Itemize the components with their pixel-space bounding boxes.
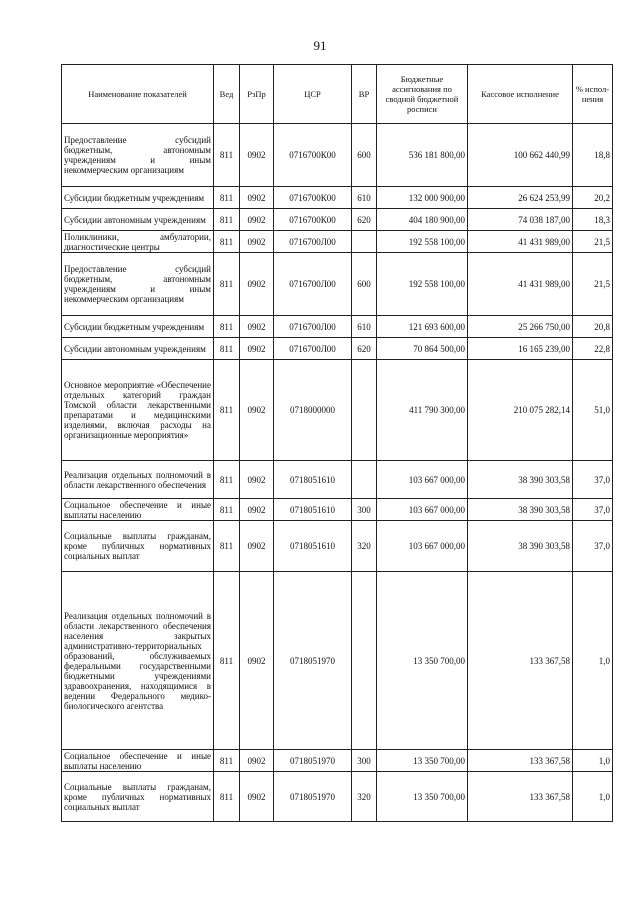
- cell-budget: 103 667 000,00: [377, 461, 468, 499]
- cell-vr: 610: [352, 187, 377, 209]
- table-header-row: [62, 65, 613, 124]
- cell-rzpr: 0902: [240, 772, 274, 822]
- cell-budget: 70 864 500,00: [377, 338, 468, 360]
- cell-name: Реализация отдельных полномочий в области лекарственного обеспечения: [62, 461, 214, 499]
- column-header-rzpr: РзПр: [240, 65, 274, 124]
- table-row: [62, 461, 613, 499]
- cell-csr: 0716700К00: [274, 124, 352, 187]
- cell-rzpr: 0902: [240, 499, 274, 521]
- cell-pct: 18,3: [573, 209, 613, 231]
- cell-ved: 811: [214, 209, 240, 231]
- cell-vr: 300: [352, 750, 377, 772]
- cell-pct: 20,8: [573, 316, 613, 338]
- cell-csr: 0716700К00: [274, 209, 352, 231]
- column-header-pct: % испол-нения: [573, 65, 613, 124]
- column-header-name: Наименование показателей: [62, 65, 214, 124]
- cell-csr: 0718051610: [274, 461, 352, 499]
- cell-cash: 26 624 253,99: [468, 187, 573, 209]
- cell-ved: 811: [214, 124, 240, 187]
- cell-cash: 38 390 303,58: [468, 521, 573, 572]
- cell-cash: 100 662 440,99: [468, 124, 573, 187]
- cell-csr: 0716700К00: [274, 187, 352, 209]
- table-row: [62, 499, 613, 521]
- cell-csr: 0718051610: [274, 499, 352, 521]
- cell-ved: 811: [214, 360, 240, 461]
- cell-budget: 404 180 900,00: [377, 209, 468, 231]
- cell-csr: 0718051610: [274, 521, 352, 572]
- cell-name: Субсидии бюджетным учреждениям: [62, 187, 214, 209]
- cell-rzpr: 0902: [240, 187, 274, 209]
- cell-csr: 0716700Л00: [274, 338, 352, 360]
- cell-budget: 13 350 700,00: [377, 750, 468, 772]
- cell-csr: 0718051970: [274, 572, 352, 750]
- cell-ved: 811: [214, 231, 240, 253]
- cell-ved: 811: [214, 750, 240, 772]
- cell-pct: 1,0: [573, 750, 613, 772]
- table-row: [62, 772, 613, 822]
- cell-rzpr: 0902: [240, 231, 274, 253]
- cell-cash: 16 165 239,00: [468, 338, 573, 360]
- budget-table: [61, 64, 613, 822]
- cell-vr: 600: [352, 253, 377, 316]
- cell-name: Социальные выплаты гражданам, кроме публичных нормативных социальных выплат: [62, 772, 214, 822]
- cell-pct: 51,0: [573, 360, 613, 461]
- cell-pct: 20,2: [573, 187, 613, 209]
- table-row: [62, 316, 613, 338]
- table-row: [62, 521, 613, 572]
- cell-csr: 0716700Л00: [274, 253, 352, 316]
- cell-csr: 0718051970: [274, 750, 352, 772]
- cell-pct: 1,0: [573, 572, 613, 750]
- cell-name: Социальное обеспечение и иные выплаты населению: [62, 750, 214, 772]
- cell-rzpr: 0902: [240, 124, 274, 187]
- cell-vr: 620: [352, 209, 377, 231]
- cell-name: Предоставление субсидий бюджетным, автономным учреждениям и иным некоммерческим организациям: [62, 124, 214, 187]
- cell-pct: 18,8: [573, 124, 613, 187]
- cell-ved: 811: [214, 521, 240, 572]
- cell-name: Поликлиники, амбулатории, диагностические центры: [62, 231, 214, 253]
- cell-pct: 37,0: [573, 461, 613, 499]
- column-header-csr: ЦСР: [274, 65, 352, 124]
- cell-ved: 811: [214, 316, 240, 338]
- cell-pct: 22,8: [573, 338, 613, 360]
- cell-rzpr: 0902: [240, 338, 274, 360]
- cell-budget: 192 558 100,00: [377, 253, 468, 316]
- table-row: [62, 253, 613, 316]
- column-header-ved: Вед: [214, 65, 240, 124]
- cell-vr: 610: [352, 316, 377, 338]
- cell-ved: 811: [214, 572, 240, 750]
- cell-rzpr: 0902: [240, 521, 274, 572]
- cell-rzpr: 0902: [240, 316, 274, 338]
- column-header-vr: ВР: [352, 65, 377, 124]
- cell-cash: 133 367,58: [468, 572, 573, 750]
- cell-vr: [352, 231, 377, 253]
- cell-rzpr: 0902: [240, 253, 274, 316]
- cell-cash: 25 266 750,00: [468, 316, 573, 338]
- cell-rzpr: 0902: [240, 572, 274, 750]
- cell-cash: 41 431 989,00: [468, 231, 573, 253]
- cell-csr: 0718051970: [274, 772, 352, 822]
- table-body: [62, 124, 613, 822]
- cell-vr: 320: [352, 521, 377, 572]
- table-row: [62, 209, 613, 231]
- cell-pct: 37,0: [573, 521, 613, 572]
- column-header-budget: Бюджетные ассигнования по сводной бюджетной росписи: [377, 65, 468, 124]
- cell-ved: 811: [214, 338, 240, 360]
- cell-name: Предоставление субсидий бюджетным, автономным учреждениям и иным некоммерческим организациям: [62, 253, 214, 316]
- cell-ved: 811: [214, 499, 240, 521]
- cell-vr: [352, 572, 377, 750]
- cell-vr: [352, 360, 377, 461]
- cell-rzpr: 0902: [240, 360, 274, 461]
- cell-budget: 192 558 100,00: [377, 231, 468, 253]
- cell-budget: 132 000 900,00: [377, 187, 468, 209]
- cell-budget: 121 693 600,00: [377, 316, 468, 338]
- cell-budget: 103 667 000,00: [377, 499, 468, 521]
- cell-budget: 13 350 700,00: [377, 772, 468, 822]
- cell-budget: 13 350 700,00: [377, 572, 468, 750]
- cell-name: Реализация отдельных полномочий в области лекарственного обеспечения населения закрытых административно-территориальных образований, обслуживаемых федеральными государственными бюджетными учреждениями здравоохранения, находящимися в ведении Федерального медико-биологического агентства: [62, 572, 214, 750]
- table-row: [62, 231, 613, 253]
- cell-csr: 0718000000: [274, 360, 352, 461]
- cell-name: Субсидии бюджетным учреждениям: [62, 316, 214, 338]
- table-row: [62, 750, 613, 772]
- cell-cash: 133 367,58: [468, 772, 573, 822]
- cell-rzpr: 0902: [240, 461, 274, 499]
- cell-csr: 0716700Л00: [274, 231, 352, 253]
- cell-csr: 0716700Л00: [274, 316, 352, 338]
- cell-cash: 41 431 989,00: [468, 253, 573, 316]
- cell-budget: 103 667 000,00: [377, 521, 468, 572]
- cell-pct: 21,5: [573, 231, 613, 253]
- cell-name: Основное мероприятие «Обеспечение отдельных категорий граждан Томской области лекарственными препаратами и медицинскими изделиями, включая расходы на организационные мероприятия»: [62, 360, 214, 461]
- cell-pct: 1,0: [573, 772, 613, 822]
- table-row: [62, 360, 613, 461]
- cell-budget: 411 790 300,00: [377, 360, 468, 461]
- cell-cash: 133 367,58: [468, 750, 573, 772]
- cell-name: Субсидии автономным учреждениям: [62, 209, 214, 231]
- cell-vr: 620: [352, 338, 377, 360]
- cell-name: Субсидии автономным учреждениям: [62, 338, 214, 360]
- cell-vr: [352, 461, 377, 499]
- table-row: [62, 338, 613, 360]
- cell-ved: 811: [214, 253, 240, 316]
- cell-cash: 38 390 303,58: [468, 499, 573, 521]
- table-row: [62, 572, 613, 750]
- cell-budget: 536 181 800,00: [377, 124, 468, 187]
- cell-ved: 811: [214, 187, 240, 209]
- cell-vr: 600: [352, 124, 377, 187]
- column-header-cash: Кассовое исполнение: [468, 65, 573, 124]
- cell-name: Социальные выплаты гражданам, кроме публичных нормативных социальных выплат: [62, 521, 214, 572]
- cell-rzpr: 0902: [240, 209, 274, 231]
- cell-ved: 811: [214, 772, 240, 822]
- cell-cash: 74 038 187,00: [468, 209, 573, 231]
- cell-cash: 38 390 303,58: [468, 461, 573, 499]
- cell-ved: 811: [214, 461, 240, 499]
- cell-vr: 300: [352, 499, 377, 521]
- cell-pct: 37,0: [573, 499, 613, 521]
- cell-rzpr: 0902: [240, 750, 274, 772]
- cell-name: Социальное обеспечение и иные выплаты населению: [62, 499, 214, 521]
- table-row: [62, 187, 613, 209]
- cell-pct: 21,5: [573, 253, 613, 316]
- cell-vr: 320: [352, 772, 377, 822]
- table-row: [62, 124, 613, 187]
- cell-cash: 210 075 282,14: [468, 360, 573, 461]
- page-number: 91: [313, 38, 327, 53]
